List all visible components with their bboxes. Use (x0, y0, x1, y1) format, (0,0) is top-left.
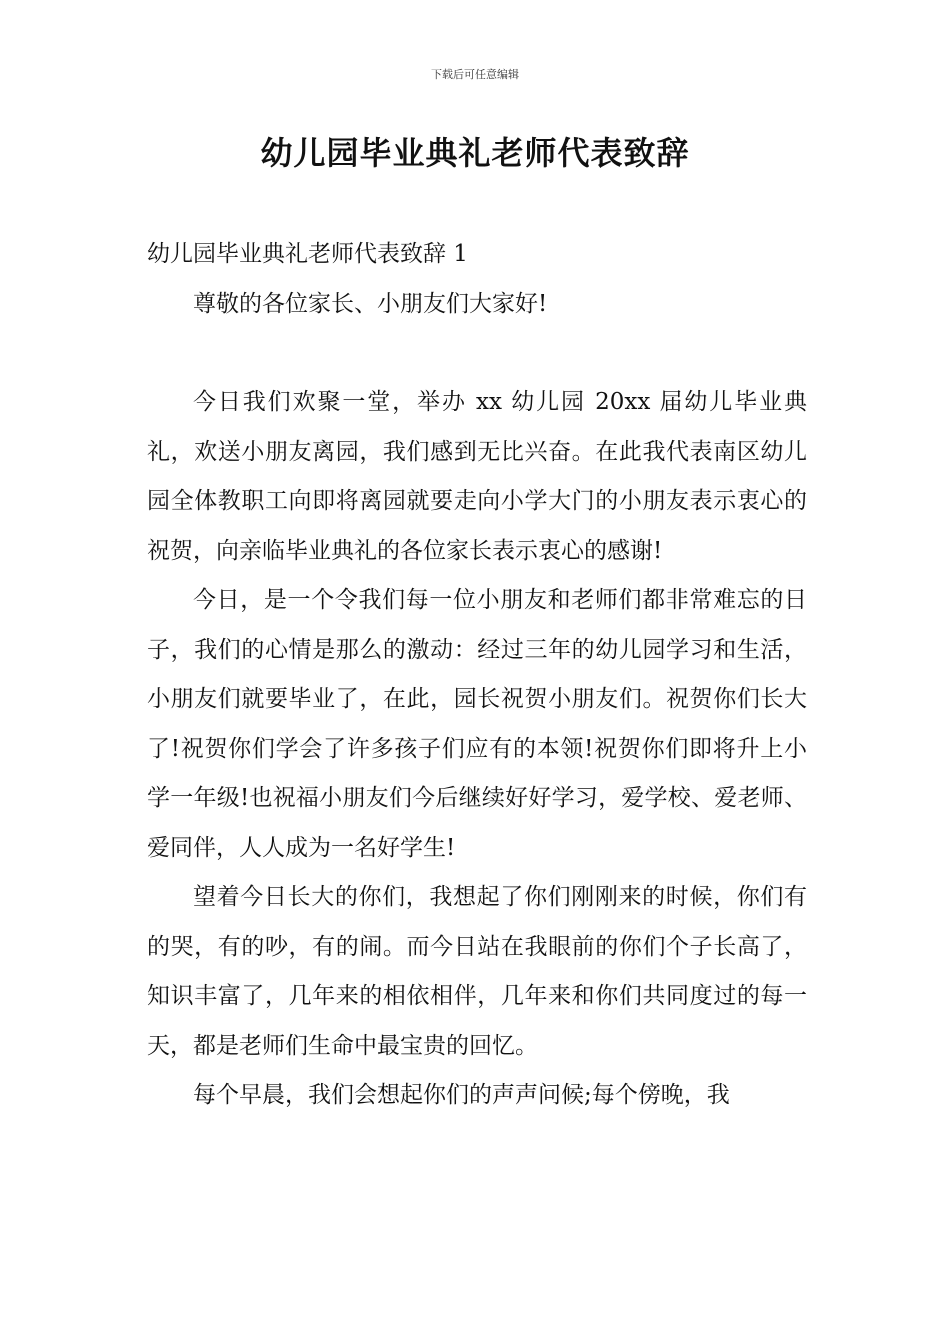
header-note: 下载后可任意编辑 (431, 68, 519, 81)
salutation: 尊敬的各位家长、小朋友们大家好! (193, 290, 548, 317)
paragraph-3: 望着今日长大的你们，我想起了你们刚刚来的时候，你们有的哭，有的吵，有的闹。而今日站在我眼前的你们个子长高了，知识丰富了，几年来的相依相伴，几年来和你们共同度过的每一天，都是老师们生命中最宝贵的回忆。 (147, 884, 807, 1059)
paragraph-2: 今日，是一个令我们每一位小朋友和老师们都非常难忘的日子，我们的心情是那么的激动：经过三年的幼儿园学习和生活，小朋友们就要毕业了，在此，园长祝贺小朋友们。祝贺你们长大了!祝贺你们学会了许多孩子们应有的本领!祝贺你们即将升上小学一年级!也祝福小朋友们今后继续好好学习，爱学校、爱老师、爱同伴，人人成为一名好学生! (147, 587, 807, 861)
blank-line (147, 329, 807, 378)
document-title: 幼儿园毕业典礼老师代表致辞 (260, 134, 690, 172)
paragraph-1: 今日我们欢聚一堂，举办 xx 幼儿园 20xx 届幼儿毕业典礼，欢送小朋友离园，我们感到无比兴奋。在此我代表南区幼儿园全体教职工向即将离园就要走向小学大门的小朋友表示衷心的祝贺，向亲临毕业典礼的各位家长表示衷心的感谢! (147, 389, 807, 564)
section-heading: 幼儿园毕业典礼老师代表致辞 1 (147, 241, 468, 267)
paragraph-4: 每个早晨，我们会想起你们的声声问候;每个傍晚，我 (193, 1082, 730, 1108)
document-body (147, 230, 807, 1121)
